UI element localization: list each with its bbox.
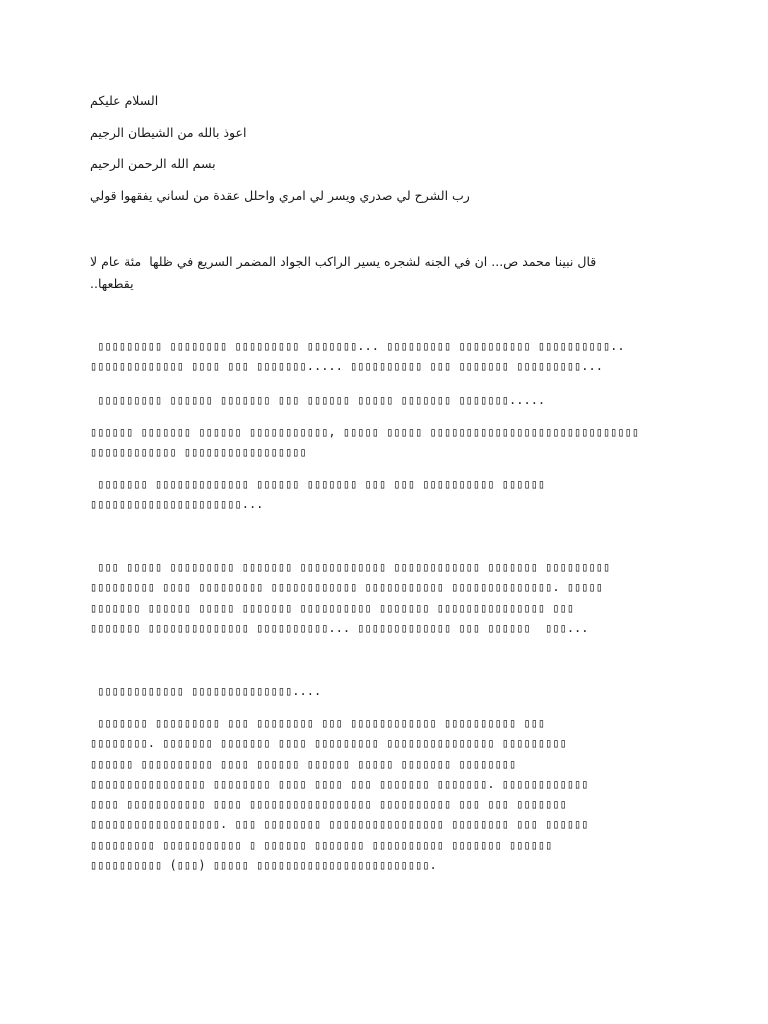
paragraph-line: ▯▯▯▯▯▯ ▯▯▯▯▯▯▯ ▯▯▯▯▯▯ ▯▯▯▯▯▯▯▯▯▯▯, ▯▯▯▯▯ ▯▯▯▯▯ ▯▯▯▯▯▯▯▯▯▯▯▯▯▯▯▯▯▯▯▯▯▯▯▯▯▯▯▯▯ — [90, 425, 640, 439]
paragraph — [90, 390, 690, 410]
greeting-line — [90, 186, 690, 206]
paragraph-line: ▯▯▯▯ ▯▯▯▯▯▯▯▯▯▯▯ ▯▯▯▯ ▯▯▯▯▯▯▯▯▯▯▯▯▯▯▯▯▯ ▯▯▯▯▯▯▯▯▯▯ ▯▯▯ ▯▯▯ ▯▯▯▯▯▯▯ — [90, 797, 567, 812]
greeting-line — [90, 123, 690, 143]
paragraph-line: ▯▯▯▯▯▯▯▯. ▯▯▯▯▯▯▯ ▯▯▯▯▯▯▯ ▯▯▯▯ ▯▯▯▯▯▯▯▯▯ ▯▯▯▯▯▯▯▯▯▯▯▯▯▯▯ ▯▯▯▯▯▯▯▯▯ — [90, 736, 567, 751]
paragraph — [90, 713, 690, 875]
paragraph — [90, 336, 690, 377]
paragraph — [90, 474, 690, 515]
paragraph-line: ▯▯▯▯▯▯▯▯▯ ▯▯▯▯▯▯ ▯▯▯▯▯▯▯ ▯▯▯ ▯▯▯▯▯▯ ▯▯▯▯▯ ▯▯▯▯▯▯▯ ▯▯▯▯▯▯▯..... — [90, 393, 546, 407]
greeting-text: بسم الله الرحمن الرحيم — [90, 156, 216, 171]
greeting-line — [90, 154, 690, 174]
greeting-line — [90, 91, 690, 111]
paragraph-line: ▯▯▯▯▯▯▯▯▯▯▯▯ ▯▯▯▯▯▯▯▯▯▯▯▯▯▯▯▯▯ — [90, 445, 307, 460]
paragraph-line: ▯▯▯▯▯▯▯▯▯ ▯▯▯▯ ▯▯▯▯▯▯▯▯▯ ▯▯▯▯▯▯▯▯▯▯▯▯ ▯▯▯▯▯▯▯▯▯▯▯ ▯▯▯▯▯▯▯▯▯▯▯▯▯▯. ▯▯▯▯▯ — [90, 580, 603, 595]
paragraph-line: ▯▯▯▯▯▯▯▯▯▯▯▯▯▯▯▯▯▯. ▯▯▯ ▯▯▯▯▯▯▯▯ ▯▯▯▯▯▯▯▯▯▯▯▯▯▯▯▯ ▯▯▯▯▯▯▯▯ ▯▯▯ ▯▯▯▯▯▯ — [90, 817, 589, 832]
paragraph-line: ▯▯▯▯▯▯▯▯▯▯▯▯▯ ▯▯▯▯ ▯▯▯ ▯▯▯▯▯▯▯..... ▯▯▯▯▯▯▯▯▯▯ ▯▯▯ ▯▯▯▯▯▯▯ ▯▯▯▯▯▯▯▯▯... — [90, 359, 603, 374]
paragraph — [90, 422, 690, 463]
paragraph-line: ▯▯▯▯▯▯▯ ▯▯▯▯▯▯ ▯▯▯▯▯ ▯▯▯▯▯▯▯ ▯▯▯▯▯▯▯▯▯▯ ▯▯▯▯▯▯▯ ▯▯▯▯▯▯▯▯▯▯▯▯▯▯▯ ▯▯▯ — [90, 600, 575, 615]
greeting-text: اعوذ بالله من الشيطان الرجيم — [90, 125, 247, 140]
paragraph-line: ▯▯▯▯▯▯▯▯▯▯▯▯▯▯▯▯ ▯▯▯▯▯▯▯▯ ▯▯▯▯ ▯▯▯▯ ▯▯▯ ▯▯▯▯▯▯▯ ▯▯▯▯▯▯▯. ▯▯▯▯▯▯▯▯▯▯▯▯ — [90, 776, 589, 791]
hadith-paragraph — [90, 251, 650, 295]
hadith-line: قال نبينا محمد ص... ان في الجنه لشجره يسير الراكب الجواد المضمر السريع في ظلها مئة عام لا — [90, 254, 601, 269]
paragraph-line: ▯▯▯▯▯▯▯ ▯▯▯▯▯▯▯▯▯▯▯▯▯▯ ▯▯▯▯▯▯▯▯▯▯... ▯▯▯▯▯▯▯▯▯▯▯▯▯ ▯▯▯ ▯▯▯▯▯▯ ▯▯▯... — [90, 620, 589, 635]
greeting-text: السلام عليكم — [90, 93, 159, 108]
paragraph — [90, 681, 690, 701]
paragraph-line: ▯▯▯▯▯▯▯ ▯▯▯▯▯▯▯▯▯ ▯▯▯ ▯▯▯▯▯▯▯▯ ▯▯▯ ▯▯▯▯▯▯▯▯▯▯▯▯ ▯▯▯▯▯▯▯▯▯▯ ▯▯▯ — [90, 716, 546, 730]
paragraph-line: ▯▯▯▯▯▯▯▯▯▯ (▯▯▯) ▯▯▯▯▯ ▯▯▯▯▯▯▯▯▯▯▯▯▯▯▯▯▯▯▯▯▯▯▯▯. — [90, 858, 437, 873]
greeting-text: رب الشرح لي صدري ويسر لي امري واحلل عقدة من لساني يفقهوا قولي — [90, 188, 470, 203]
paragraph-line: ▯▯▯▯▯▯▯▯▯ ▯▯▯▯▯▯▯▯▯▯▯ ▯ ▯▯▯▯▯▯ ▯▯▯▯▯▯▯ ▯▯▯▯▯▯▯▯▯▯ ▯▯▯▯▯▯▯ ▯▯▯▯▯▯ — [90, 837, 553, 852]
paragraph-line: ▯▯▯▯▯▯▯ ▯▯▯▯▯▯▯▯▯▯▯▯▯ ▯▯▯▯▯▯ ▯▯▯▯▯▯▯ ▯▯▯ ▯▯▯ ▯▯▯▯▯▯▯▯▯▯ ▯▯▯▯▯▯ — [90, 477, 546, 491]
hadith-line: يقطعها.. — [90, 276, 134, 291]
paragraph-line: ▯▯▯▯▯▯▯▯▯ ▯▯▯▯▯▯▯▯ ▯▯▯▯▯▯▯▯▯ ▯▯▯▯▯▯▯... ▯▯▯▯▯▯▯▯▯ ▯▯▯▯▯▯▯▯▯▯ ▯▯▯▯▯▯▯▯▯▯.. — [90, 339, 625, 353]
paragraph-line: ▯▯▯▯▯▯ ▯▯▯▯▯▯▯▯▯▯ ▯▯▯▯ ▯▯▯▯▯▯ ▯▯▯▯▯▯ ▯▯▯▯▯ ▯▯▯▯▯▯▯ ▯▯▯▯▯▯▯▯ — [90, 756, 517, 771]
paragraph-line: ▯▯▯▯▯▯▯▯▯▯▯▯▯▯▯▯▯▯▯▯▯... — [90, 497, 264, 512]
paragraph — [90, 557, 690, 638]
paragraph-line: ▯▯▯ ▯▯▯▯▯ ▯▯▯▯▯▯▯▯▯ ▯▯▯▯▯▯▯ ▯▯▯▯▯▯▯▯▯▯▯▯ ▯▯▯▯▯▯▯▯▯▯▯▯ ▯▯▯▯▯▯▯ ▯▯▯▯▯▯▯▯▯ — [90, 560, 611, 574]
paragraph-line: ▯▯▯▯▯▯▯▯▯▯▯▯ ▯▯▯▯▯▯▯▯▯▯▯▯▯▯.... — [90, 684, 322, 698]
